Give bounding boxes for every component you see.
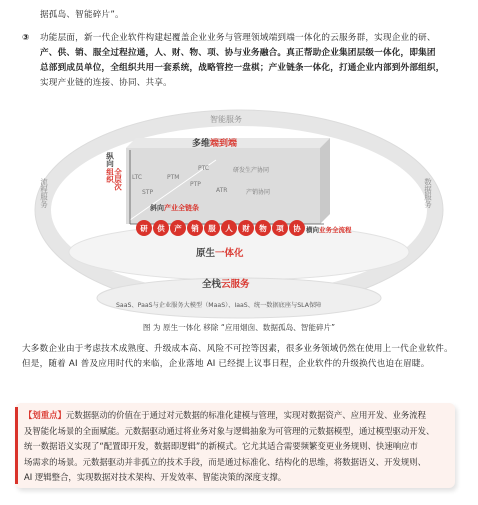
vertical-label (105, 151, 122, 192)
callout-line: AI 逻辑整合，实现数据对技术架构、开发效率、智能决策的深度支撑。 (24, 472, 287, 482)
ring-label-top: 智能服务 (210, 115, 242, 124)
svg-text:流程服务: 流程服务 (39, 178, 49, 208)
circle-label: 服 (208, 224, 216, 233)
item-3-line: 实现产业链的连接、协同、共享。 (40, 78, 172, 88)
paragraph (22, 342, 462, 372)
cloud-title: 全栈云服务 (202, 279, 250, 290)
circle-label: 供 (157, 224, 165, 233)
circle-label: 财 (242, 224, 250, 233)
box-tag: 研发生产协同 (233, 167, 270, 174)
callout-line: 场需求的场景。元数据驱动并非孤立的技术手段，而是通过标准化、结构化的思维，将数据语义、开发规则、 (24, 456, 426, 467)
callout-accent-bar (15, 407, 18, 484)
svg-text:全层次: 全层次 (113, 168, 123, 191)
callout-line-text: 元数据驱动的价值在于通过对元数据的标准化建模与管理，实现对数据资产、应用开发、业务流程 (65, 410, 426, 420)
box-tag: PTC (198, 165, 210, 172)
svg-text:数据服务: 数据服务 (423, 178, 433, 208)
paragraph-line: 大多数企业由于考虑技术成熟度、升级成本高、风险不可控等因素，很多业务领域仍然在使用上一代企业软件。 (22, 344, 453, 354)
box-side (320, 138, 330, 224)
circle-label: 项 (276, 224, 284, 233)
circle-label: 人 (225, 224, 233, 233)
box-tag: 产销协同 (246, 189, 271, 196)
cloud-subtitle: SaaS、PaaS与企业服务大模型（MaaS）、IaaS、统一数据底座与SLA保障 (116, 302, 322, 309)
callout-line: 统一数据语义实现了“配置即开发，数据即逻辑”的新模式。它尤其适合需要频繁变更业务规则、快速响应市 (24, 441, 418, 451)
svg-text:组织: 组织 (105, 168, 115, 183)
callout-line: 及智能化场景的全面赋能。元数据驱动通过将业务对象与逻辑抽象为可管理的元数据模型，通过模型驱动开发、 (24, 425, 435, 436)
box-tag: PTP (190, 181, 201, 188)
key-point-callout (15, 403, 455, 488)
box-tag: LTC (132, 174, 143, 181)
item-3-line: 产、供、销、服全过程拉通，人、财、物、项、协与业务融合。真正帮助企业集团层级一体化，即集团 (40, 48, 436, 58)
circle-label: 销 (191, 224, 199, 233)
circle-label: 物 (259, 224, 267, 233)
ring-label-right (423, 177, 432, 210)
figure-caption: 图 为 原生一体化 移除 “应用烟囱、数据孤岛、智能碎片” (142, 323, 336, 332)
item-3-line: 功能层面，新一代企业软件构建起覆盖企业业务与管理领域端到端一体化的云服务群，实现企业的研、 (40, 33, 436, 43)
horizontal-label: 横向业务全流程 (306, 226, 352, 234)
callout-line (24, 408, 450, 424)
svg-text:纵向: 纵向 (105, 152, 115, 167)
callout-body (24, 408, 450, 486)
circle-label: 协 (293, 224, 301, 233)
box-tag: STP (142, 189, 154, 196)
circle-label: 产 (174, 224, 182, 233)
diagonal-label: 斜向产业全链条 (150, 204, 199, 212)
circle-label: 研 (140, 224, 148, 233)
box-front (126, 148, 320, 224)
native-integration-label: 原生一体化 (196, 248, 244, 259)
intro-line: 据孤岛、智能碎片”。 (40, 10, 124, 20)
integration-diagram (30, 108, 448, 326)
box-tag: PTM (167, 174, 180, 181)
item-number: ③ (22, 33, 30, 43)
item-3-text (40, 31, 446, 91)
key-point-tag: 【划重点】 (24, 410, 66, 420)
paragraph-line: 但是，随着 AI 普及应用时代的来临，企业落地 AI 已经提上议事日程，企业软件的升级换代也迫在眉睫。 (22, 359, 430, 369)
box-tag: ATR (216, 187, 228, 194)
item-3-line: 总部到成员单位，全组织共用一套系统，战略管控一盘棋；产业链条一体化，打通企业内部到外部组织， (40, 63, 445, 73)
ring-label-left (39, 177, 48, 210)
upper-title: 多维端到端 (192, 139, 238, 149)
